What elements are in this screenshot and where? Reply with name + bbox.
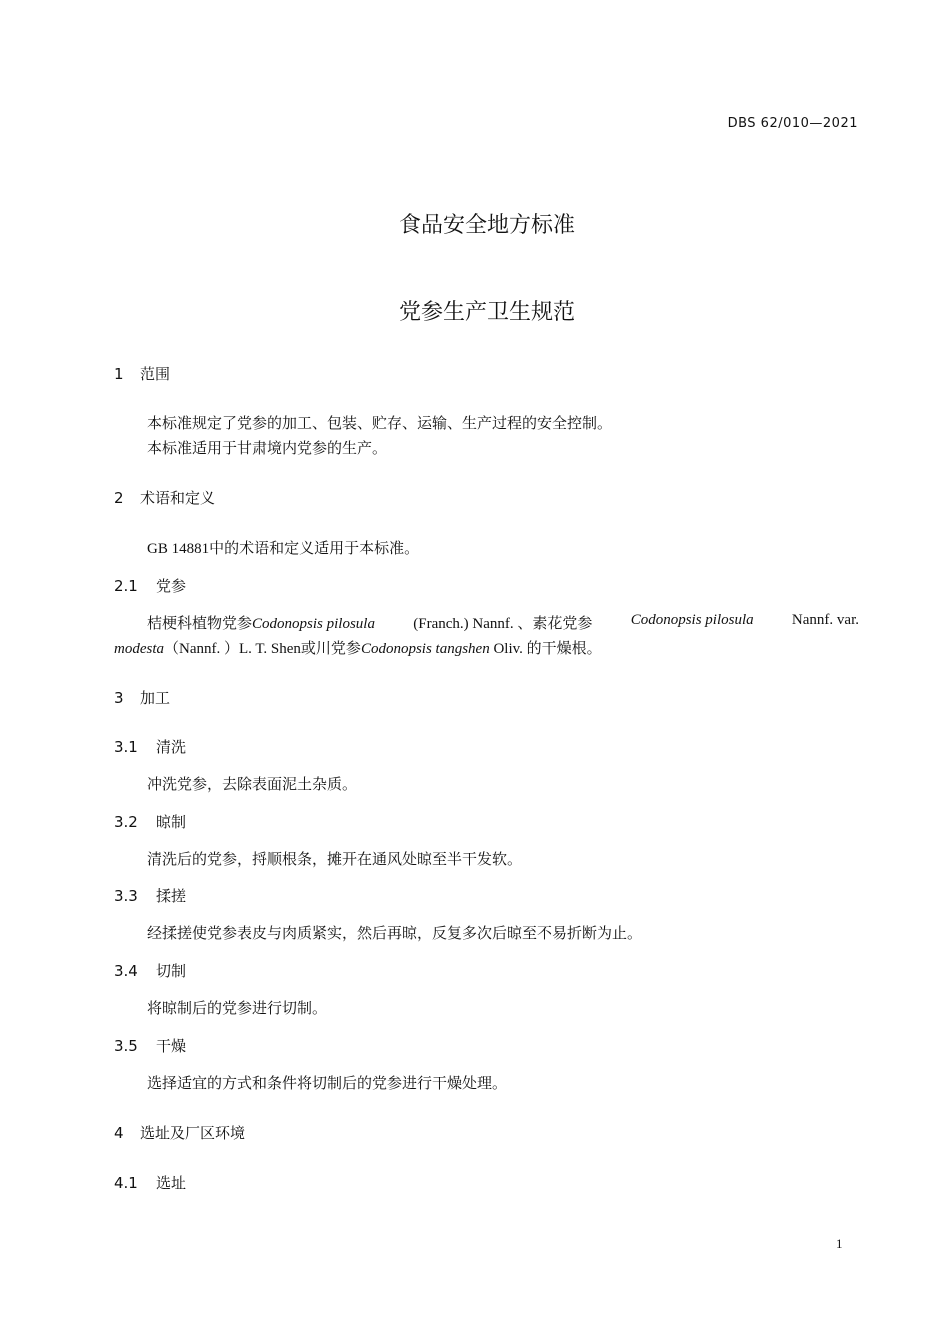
- definition-text: Nannf. var.: [791, 612, 859, 628]
- section-number: 4.1: [114, 1174, 138, 1192]
- standard-category-title: 食品安全地方标准: [398, 213, 575, 238]
- section-title: 术语和定义: [140, 489, 216, 507]
- section-3-heading: [114, 687, 170, 708]
- section-3-2-paragraph: 清洗后的党参，捋顺根条，摊开在通风处晾至半干发软。: [147, 852, 523, 868]
- definition-text: (Franch.) Nannf. 、素花党参: [413, 616, 593, 632]
- section-title: 清洗: [156, 738, 187, 756]
- section-1-paragraph-1: 本标准规定了党参的加工、包装、贮存、运输、生产过程的安全控制。: [147, 416, 613, 432]
- section-number: 4: [114, 1124, 124, 1142]
- section-title: 加工: [140, 689, 171, 707]
- section-number: 3.3: [114, 887, 138, 905]
- section-title: 选址及厂区环境: [140, 1124, 246, 1142]
- section-2-paragraph: GB 14881中的术语和定义适用于本标准。: [147, 541, 420, 557]
- section-number: 3.1: [114, 738, 138, 756]
- section-2-1-heading: [114, 575, 186, 596]
- section-number: 2: [114, 489, 124, 507]
- standard-name-title: 党参生产卫生规范: [398, 300, 575, 325]
- section-3-1-heading: [114, 736, 186, 757]
- section-title: 揉搓: [156, 887, 187, 905]
- section-4-1-heading: [114, 1172, 186, 1193]
- page-number: 1: [836, 1236, 843, 1251]
- section-title: 选址: [156, 1174, 187, 1192]
- definition-text: 桔梗科植物党参Codonopsis pilosula: [147, 616, 375, 632]
- section-3-3-heading: [114, 885, 186, 906]
- document-number: DBS 62/010—2021: [727, 116, 858, 131]
- section-number: 2.1: [114, 577, 138, 595]
- section-number: 3: [114, 689, 124, 707]
- section-1-paragraph-2: 本标准适用于甘肃境内党参的生产。: [147, 441, 388, 457]
- section-2-heading: [114, 487, 215, 508]
- section-title: 切制: [156, 962, 187, 980]
- section-3-2-heading: [114, 811, 186, 832]
- section-number: 1: [114, 365, 124, 383]
- section-1-heading: [114, 363, 170, 384]
- section-title: 干燥: [156, 1037, 187, 1055]
- section-3-5-paragraph: 选择适宜的方式和条件将切制后的党参进行干燥处理。: [147, 1076, 508, 1092]
- section-title: 晾制: [156, 813, 187, 831]
- definition-line-2: modesta（Nannf. ）L. T. Shen或川党参Codonopsis tangshen Oliv. 的干燥根。: [114, 641, 602, 657]
- section-3-3-paragraph: 经揉搓使党参表皮与肉质紧实，然后再晾，反复多次后晾至不易折断为止。: [147, 926, 643, 942]
- section-number: 3.5: [114, 1037, 138, 1055]
- section-4-heading: [114, 1122, 245, 1143]
- section-3-4-heading: [114, 960, 186, 981]
- section-number: 3.4: [114, 962, 138, 980]
- definition-species: Codonopsis pilosula: [630, 612, 754, 628]
- section-title: 范围: [140, 365, 171, 383]
- definition-line-1: [147, 612, 859, 633]
- section-number: 3.2: [114, 813, 138, 831]
- section-3-1-paragraph: 冲洗党参，去除表面泥土杂质。: [147, 777, 358, 793]
- section-title: 党参: [156, 577, 187, 595]
- section-3-5-heading: [114, 1035, 186, 1056]
- section-3-4-paragraph: 将晾制后的党参进行切制。: [147, 1001, 328, 1017]
